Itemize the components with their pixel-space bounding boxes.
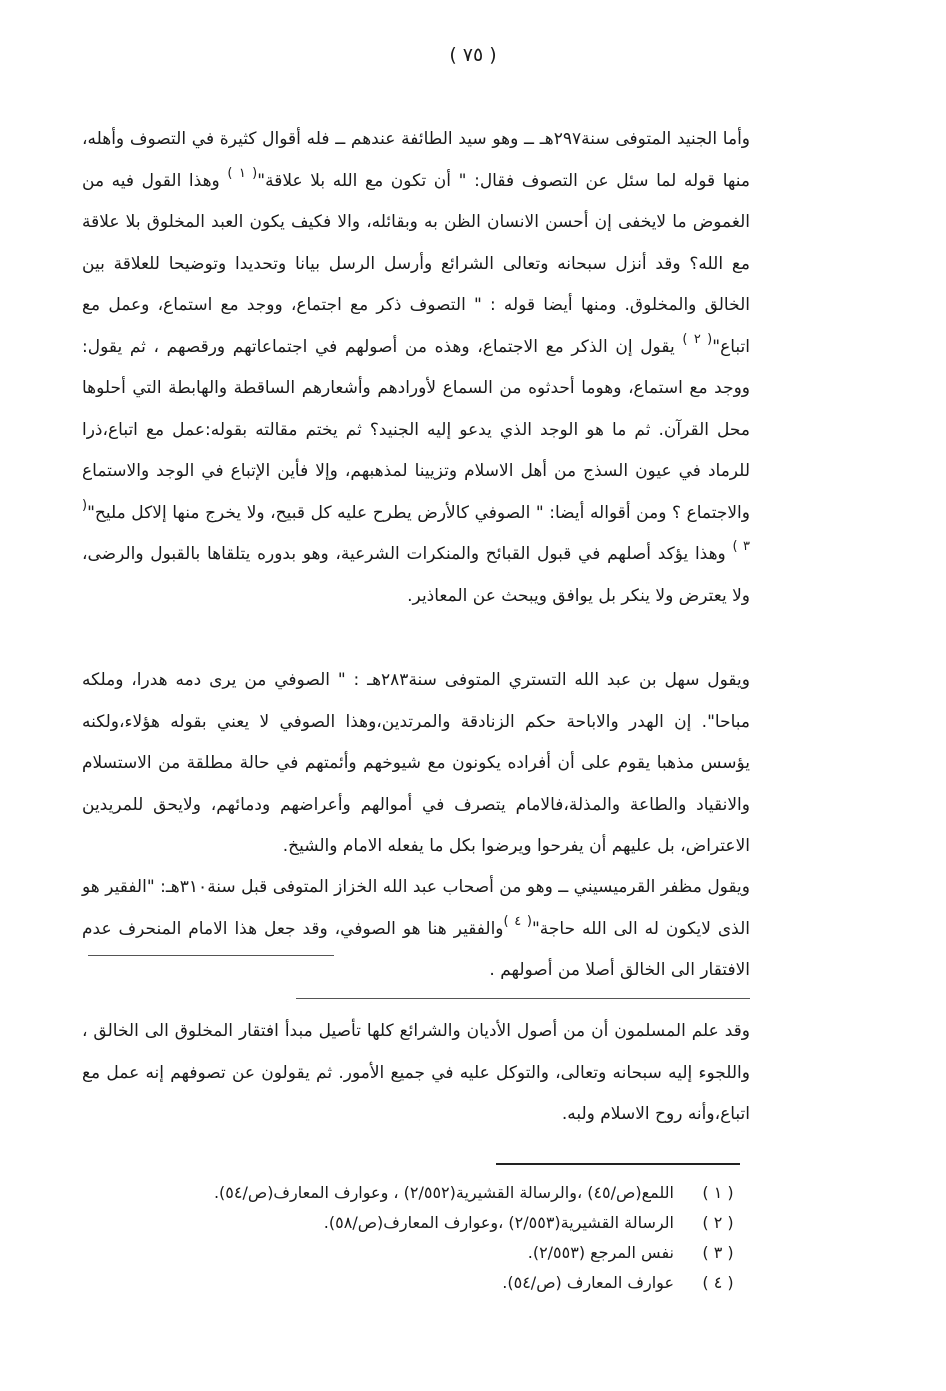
footnote-ref: ( ٢ ) (682, 331, 713, 347)
footnote-item (150, 1183, 740, 1213)
footnote-number: ( ١ ) (702, 1183, 734, 1202)
handwritten-underline (88, 955, 334, 956)
footnote-item (150, 1243, 740, 1273)
footnote-number: ( ٤ ) (702, 1273, 734, 1292)
paragraph-text: وهذا يؤكد أصلهم في قبول القبائح والمنكرات الشرعية، وهو بدوره يتلقاها بالقبول والرضى، ولا يعترض ولا ينكر بل يوافق ويبحث عن المعاذير. (82, 544, 750, 606)
footnote-text: اللمع(ص/٤٥) ،والرسالة القشيرية(٢/٥٥٢) ، وعوارف المعارف(ص/٥٤). (213, 1183, 674, 1202)
handwritten-underline (296, 998, 750, 999)
paragraph-text: ويقول سهل بن عبد الله التستري المتوفى سنة٢٨٣هـ : " الصوفي من يرى دمه هدرا، وملكه مباحا". إن الهدر والاباحة حكم الزنادقة والمرتدين،وهذا الصوفي لا يعني بقوله هؤلاء،ولكنه يؤسس مذهبا يقوم على أن أفراده يكونون مع شيوخهم وأئمتهم في حالة مطلقة من الاستسلام والانقياد والطاعة والمذلة،فالامام يتصرف في أموالهم وأعراضهم ودمائهم، ولايحق للمريدين الاعتراض، بل عليهم أن يفرحوا ويرضوا بكل ما يفعله الامام والشيخ. (82, 670, 750, 856)
footnote-text: عوارف المعارف (ص/٥٤). (502, 1273, 674, 1292)
paragraph-text: وقد علم المسلمون أن من أصول الأديان والشرائع كلها تأصيل مبدأ افتقار المخلوق الى الخالق ، واللجوء إليه سبحانه وتعالى، والتوكل عليه في جميع الأمور. ثم يقولون عن تصوفهم إنه عمل مع اتباع،وأنه روح الاسلام ولبه. (82, 1021, 750, 1124)
footnote-ref: ( ١ ) (227, 165, 258, 181)
paragraph-text: والفقير هنا هو الصوفي، وقد جعل هذا الامام المنحرف عدم الافتقار الى الخالق أصلا من أصولهم . (82, 918, 750, 980)
paragraph-junayd (82, 119, 750, 617)
page-number: ( ٧٥ ) (449, 44, 497, 66)
footnote-number: ( ٣ ) (702, 1243, 734, 1262)
footnote-ref: ( ٤ ) (503, 913, 532, 929)
paragraph-qarmisini (82, 867, 750, 992)
paragraph-text: يقول إن الذكر مع الاجتماع، وهذه من أصولهم في اجتماعاتهم ورقصهم ، ثم يقول: ووجد مع استماع، وهوما أحدثوه من السماع لأورادهم وأشعارهم الساقطة والهابطة التي أحلوها محل القرآن. ثم ما هو الوجد الذي يدعو إليه الجنيد؟ ثم يختم مقالته بقوله:عمل مع اتباع،ذرا للرماد في عيون السذج من أهل الاسلام وتزيينا لمذهبهم، وإلا فأين الإتباع في الوجد والاستماع والاجتماع ؟ ومن أقواله أيضا: " الصوفي كالأرض يطرح عليه كل قبيح، ولا يخرج منها إلاكل مليح" (82, 336, 750, 523)
footnote-ref: ( ٣ ) (82, 497, 750, 554)
footnote-item (150, 1273, 740, 1303)
paragraph-text: وهذا القول فيه من الغموض ما لايخفى إن أحسن الانسان الظن به وبقائله، والا فكيف يكون العبد المخلوق بلا علاقة مع الله؟ وقد أنزل سبحانه وتعالى الشرائع وأرسل الرسل بيانا وتحديدا وتوضيحا للعلاقة بين الخالق والمخلوق. ومنها أيضا قوله : " التصوف ذكر مع اجتماع، ووجد مع استماع، وعمل مع اتباع" (82, 170, 750, 357)
footnote-item (150, 1213, 740, 1243)
footnote-text: الرسالة القشيرية(٢/٥٥٣) ،وعوارف المعارف(ص/٥٨). (323, 1213, 674, 1232)
paragraph-text: ويقول مظفر القرميسيني ــ وهو من أصحاب عبد الله الخزاز المتوفى قبل سنة٣١٠هـ: "الفقير هو الذى لايكون له الى الله حاجة" (82, 877, 750, 939)
paragraph-text: وأما الجنيد المتوفى سنة٢٩٧هـ ــ وهو سيد الطائفة عندهم ــ فله أقوال كثيرة في التصوف وأهله، منها قوله لما سئل عن التصوف فقال: " أن تكون مع الله بلا علاقة" (82, 129, 750, 191)
paragraph-tustari (82, 660, 750, 868)
footnote-number: ( ٢ ) (702, 1213, 734, 1232)
paragraph-muslims (82, 1011, 750, 1136)
footnote-text: نفس المرجع (٢/٥٥٣). (527, 1243, 674, 1262)
footnote-divider (496, 1163, 740, 1165)
footnotes (150, 1183, 740, 1303)
